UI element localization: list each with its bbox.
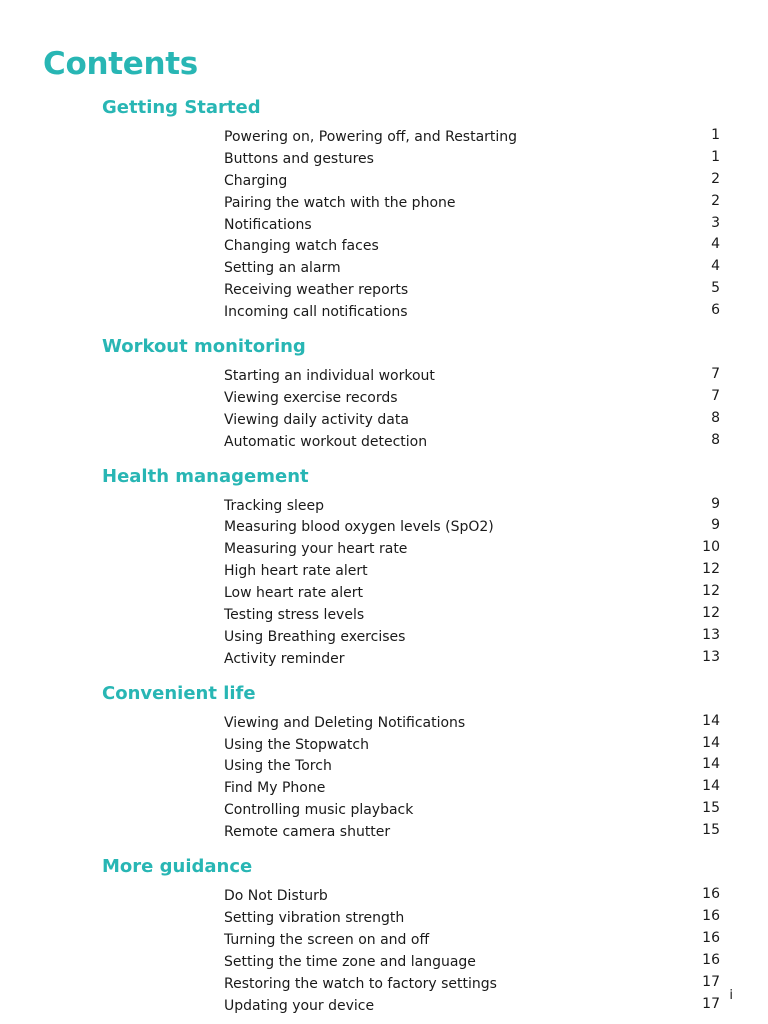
entry-page-number: 15 [702,822,720,839]
entry-title: Using the Stopwatch [224,736,369,753]
entry-title: Testing stress levels [224,607,365,624]
entry-page-number: 6 [711,302,720,319]
entry-title: Remote camera shutter [224,824,391,841]
toc-entry[interactable] [0,517,768,539]
entry-title: High heart rate alert [224,563,368,580]
toc-entry[interactable] [0,886,768,908]
entry-page-number: 8 [711,431,720,448]
toc-entry[interactable] [0,561,768,583]
toc-entry[interactable] [0,713,768,735]
toc-entry[interactable] [0,952,768,974]
toc-entry[interactable] [0,908,768,930]
entry-title: Using Breathing exercises [224,628,406,645]
entry-title: Using the Torch [224,758,332,775]
toc-entry[interactable] [0,432,768,454]
entry-page-number: 13 [702,648,720,665]
entry-page-number: 12 [702,561,720,578]
section-heading: Getting Started [102,97,261,118]
entry-page-number: 7 [711,366,720,383]
entry-page-number: 12 [702,583,720,600]
entry-page-number: 16 [702,907,720,924]
toc-entry[interactable] [0,258,768,280]
entry-page-number: 17 [702,995,720,1012]
toc-entry[interactable] [0,996,768,1018]
entry-title: Measuring your heart rate [224,541,408,558]
table-of-contents [0,94,768,1017]
toc-entry[interactable] [0,649,768,671]
toc-entry[interactable] [0,627,768,649]
entry-title: Receiving weather reports [224,282,409,299]
entry-page-number: 7 [711,387,720,404]
entry-title: Setting vibration strength [224,909,405,926]
entry-page-number: 14 [702,712,720,729]
entry-title: Viewing daily activity data [224,411,409,428]
entry-title: Pairing the watch with the phone [224,194,456,211]
toc-section-2 [0,463,768,671]
toc-entry[interactable] [0,127,768,149]
entry-page-number: 8 [711,409,720,426]
entry-title: Viewing and Deleting Notifications [224,714,466,731]
entry-title: Powering on, Powering off, and Restarting [224,129,518,145]
section-entries [0,496,768,671]
entry-page-number: 1 [711,148,720,165]
toc-entry[interactable] [0,280,768,302]
entry-title: Do Not Disturb [224,888,328,905]
toc-entry[interactable] [0,302,768,324]
entry-title: Updating your device [224,997,375,1014]
toc-entry[interactable] [0,735,768,757]
entry-title: Automatic workout detection [224,433,428,450]
toc-entry[interactable] [0,930,768,952]
entry-page-number: 10 [702,539,720,556]
toc-entry[interactable] [0,215,768,237]
entry-page-number: 9 [711,495,720,512]
entry-page-number: 16 [702,886,720,903]
entry-title: Turning the screen on and off [224,931,430,948]
section-entries [0,713,768,844]
entry-title: Controlling music playback [224,802,414,819]
entry-page-number: 5 [711,280,720,297]
toc-entry[interactable] [0,583,768,605]
page-folio: i [729,988,733,1003]
toc-entry[interactable] [0,410,768,432]
entry-page-number: 9 [711,517,720,534]
toc-entry[interactable] [0,822,768,844]
entry-page-number: 17 [702,973,720,990]
entry-page-number: 13 [702,626,720,643]
toc-entry[interactable] [0,800,768,822]
page-title: Contents [43,46,198,82]
section-heading: More guidance [102,856,253,878]
toc-entry[interactable] [0,366,768,388]
entry-page-number: 14 [702,778,720,795]
toc-entry[interactable] [0,496,768,518]
toc-section-0 [0,94,768,324]
entry-title: Low heart rate alert [224,585,363,602]
entry-title: Starting an individual workout [224,368,435,385]
entry-page-number: 2 [711,192,720,209]
entry-title: Measuring blood oxygen levels (SpO2) [224,519,494,536]
entry-page-number: 15 [702,800,720,817]
toc-entry[interactable] [0,539,768,561]
section-heading: Health management [102,465,309,487]
entry-page-number: 12 [702,605,720,622]
toc-entry[interactable] [0,778,768,800]
entry-title: Viewing exercise records [224,389,398,406]
section-entries [0,127,768,324]
entry-title: Tracking sleep [224,497,325,514]
entry-page-number: 14 [702,756,720,773]
toc-section-4 [0,853,768,1017]
section-heading: Workout monitoring [102,336,306,358]
toc-section-3 [0,680,768,844]
section-entries [0,886,768,1017]
toc-entry[interactable] [0,193,768,215]
toc-entry[interactable] [0,149,768,171]
entry-page-number: 16 [702,951,720,968]
section-entries [0,366,768,454]
entry-page-number: 3 [711,214,720,231]
entry-title: Restoring the watch to factory settings [224,975,497,992]
entry-title: Changing watch faces [224,238,379,255]
entry-title: Notifications [224,216,312,233]
entry-page-number: 16 [702,929,720,946]
toc-entry[interactable] [0,756,768,778]
entry-page-number: 4 [711,258,720,275]
toc-section-1 [0,333,768,454]
entry-page-number: 4 [711,236,720,253]
entry-title: Charging [224,172,288,189]
toc-entry[interactable] [0,171,768,193]
entry-title: Buttons and gestures [224,150,374,167]
toc-entry[interactable] [0,236,768,258]
entry-page-number: 2 [711,170,720,187]
entry-title: Setting an alarm [224,260,341,277]
entry-title: Activity reminder [224,650,345,667]
entry-title: Incoming call notifications [224,304,408,321]
entry-page-number: 14 [702,734,720,751]
toc-entry[interactable] [0,974,768,996]
section-heading: Convenient life [102,682,256,704]
toc-entry[interactable] [0,605,768,627]
entry-page-number: 1 [711,127,720,143]
entry-title: Find My Phone [224,780,326,797]
entry-title: Setting the time zone and language [224,953,476,970]
toc-entry[interactable] [0,388,768,410]
